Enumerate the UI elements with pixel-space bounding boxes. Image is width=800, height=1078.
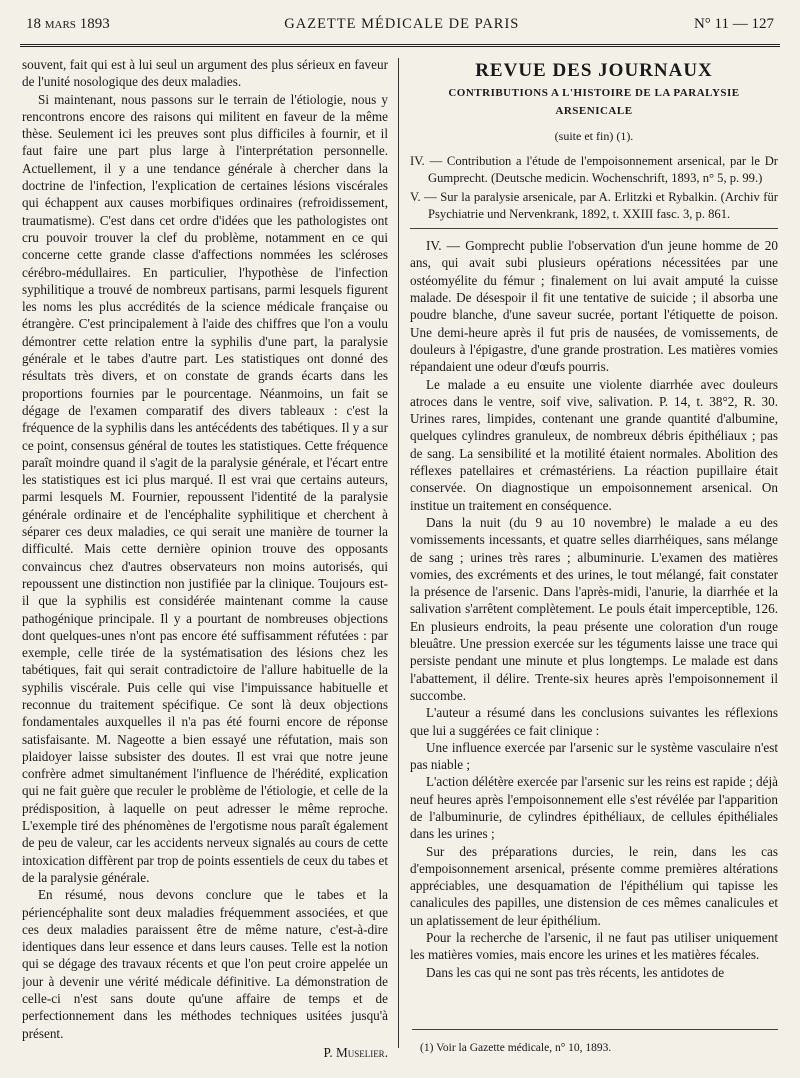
paragraph: Pour la recherche de l'arsenic, il ne faut pas utiliser uniquement les matières vomies, mais encore les urines et les matières fécales. (410, 930, 778, 963)
paragraph: Sur des préparations durcies, le rein, dans les cas d'empoisonnement arsenical, présente comme premières altérations appréciables, une desquamation de l'épithélium qui tapisse les canalicules des papilles, une distension de ces mêmes canalicules et un aplatissement de leur épithélium. (410, 843, 778, 928)
reference-entry: IV. — Contribution a l'étude de l'empoisonnement arsenical, par le Dr Gumprecht. (Deutsche medicin. Wochenschrift, 1893, n° 5, p. 99.) (410, 154, 778, 185)
date-month: MARS (44, 18, 76, 31)
column-divider (398, 58, 399, 1048)
paragraph: L'action délétère exercée par l'arsenic sur les reins est rapide ; déjà neuf heures après l'empoisonnement elle s'est révélée par l'apparition de l'albuminurie, de cylindres épithéliaux, de cellules épithéliales dans les urines ; (410, 774, 778, 842)
paragraph: Dans les cas qui ne sont pas très récents, les antidotes de (426, 964, 725, 980)
journal-title: GAZETTE MÉDICALE DE PARIS (284, 15, 520, 32)
section-note: (suite et fin) (1). (554, 128, 634, 143)
header-rule (20, 44, 780, 47)
running-head (26, 10, 774, 38)
section-title: REVUE DES JOURNAUX (475, 60, 713, 81)
paragraph: Une influence exercée par l'arsenic sur le système vasculaire n'est pas niable ; (410, 739, 778, 773)
date-year: 1893 (79, 15, 110, 32)
author-signature: P. Muselier. (323, 1044, 388, 1060)
paragraph: IV. — Gomprecht publie l'observation d'un jeune homme de 20 ans, qui avait subi plusieurs opérations nécessitées par une ostéomyélite du fémur ; finalement on lui avait amputé la cuisse malade. De désespoir il fit une tentative de suicide ; il absorba une poudre blanche, d'une saveur sucrée, portant l'étiquette de poison. Une demi-heure après il fut pris de nausées, de vomissements, de douleurs à l'épigastre, d'une grande prostration. Les matières vomies répandaient une odeur d'œufs pourris. (410, 238, 778, 375)
footnote-rule (412, 1029, 778, 1030)
left-column (22, 56, 388, 1060)
paragraph: Si maintenant, nous passons sur le terrain de l'étiologie, nous y rencontrons encore des raisons qui militent en faveur de la même thèse. Seulement ici les preuves sont plus difficiles à fournir, et il faut faire une part plus large à l'interprétation personnelle. Actuellement, il y a une tendance générale à chercher dans la doctrine de l'infection, l'explication de certaines lésions viscérales qui échappent aux causes morbifiques ordinaires (refroidissement, traumatisme). C'est dans cet ordre d'idées que les pathologistes ont cru pouvoir trouver la clef du problème, notamment en ce qui concerne cette grande classe d'affections nommées les scléroses cérébro-médullaires. En particulier, l'hypothèse de l'infection syphilitique a trouvé de nombreux partisans, parmi lesquels figurent les noms les plus accrédités de la science médicale française ou étrangère. C'est principalement à l'aide des chiffres que l'on a voulu démontrer cette relation entre la syphilis d'une part, la paralysie générale et le tabes d'autre part. Les statistiques ont donné des résultats très divers, et on constate de grands écarts dans les proportions fournies par le pourcentage. Néanmoins, un fait se dégage de l'examen comparatif des divers tableaux : c'est la fréquence de la syphilis dans les antécédents des tabétiques. Il y a sur ce point, consensus général de toutes les statistiques. Cette fréquence paraît moindre quand il s'agit de la paralysie générale, et l'écart entre les statistiques est ici plus marqué. Il est vrai que certains auteurs, parmi lesquels M. Fournier, repoussent l'identité de la paralysie générale ordinaire et de l'encéphalite syphilitique et cherchent à séparer ces deux maladies, ce qui serait une manière de tourner la difficulté. Mais cette dernière opinion trouve des opposants convaincus chez d'autres observateurs non moins autorisés, qui repoussent une distinction non justifiée par la clinique. Toujours est-il que la syphilis est considérée maintenant comme la cause pathogénique principale. Il y a pourtant de nombreuses objections dont quelques-unes n'ont pas encore été suffisamment réfutées : par exemple, celle tirée de la systématisation des lésions chez les tabétiques, fait qui serait contradictoire de l'allure habituelle de la syphilis viscérale. Puis celle qui vise l'impuissance habituelle et reconnue du traitement spécifique. Ce sont là deux objections fondamentales auxquelles il n'a pas été fourni encore de réponse satisfaisante. M. Nageotte a bien essayé une réfutation, mais son plaidoyer laisse subsister des doutes. Il est vrai que notre jeune confrère admet simultanément l'influence de l'hérédité, explication qui ne fait guère que reculer le problème de l'étiologie, et celle de la prédisposition, à laquelle on peut adresser le même reproche. L'exemple tiré des phénomènes de l'ergotisme nous paraît également de peu de valeur, car les accidents nerveux signalés au cours de cette intoxication diffèrent par trop de points essentiels de ceux du tabes et de la paralysie générale. (22, 91, 388, 885)
paragraph: En résumé, nous devons conclure que le tabes et la périencéphalite sont deux maladies fréquemment associées, et que ces deux maladies paraissent être de même nature, c'est-à-dire identiques dans leur essence et dans leurs causes. Telle est la notion qui se dégage des travaux récents et que l'on peut croire appelée un jour à devenir une vérité médicale définitive. La démonstration de celle-ci n'est sans doute qu'une affaire de temps et de perfectionnement dans les méthodes techniques usitées jusqu'à présent. (22, 887, 388, 1041)
reference-entry: V. — Sur la paralysie arsenicale, par A. Erlitzki et Rybalkin. (Archiv für Psychiatrie und Nervenkrank, 1892, t. XXIII fasc. 3, p. 861. (410, 190, 778, 221)
section-subtitle: CONTRIBUTIONS A L'HISTOIRE DE LA PARALYSIE ARSENICALE (448, 87, 740, 117)
issue-date (26, 16, 110, 33)
issue-page-number: N° 11 — 127 (693, 15, 774, 32)
paragraph: Le malade a eu ensuite une violente diarrhée avec douleurs atroces dans le ventre, soif vive, salivation. P. 14, t. 38°2, R. 30. Urines rares, limpides, contenant une grande quantité d'albumine, quelques cylindres granuleux, de nombreux débris épithéliaux ; pas de sang. La sensibilité et la motilité étaient normales. Abolition des réflexes patellaires et crémastériens. La réaction pupillaire était conservée. On diagnostique un empoisonnement arsenical. On institue un traitement en conséquence. (410, 376, 778, 513)
footnote: (1) Voir la Gazette médicale, n° 10, 1893. (420, 1042, 612, 1054)
paragraph: Dans la nuit (du 9 au 10 novembre) le malade a eu des vomissements incessants, et quatre selles diarrhéiques, sans mélange de sang ; urines très rares ; albuminurie. L'examen des matières vomies, des excréments et des urines, le tout mélangé, fait constater la présence de l'arsenic. Dans l'après-midi, l'anurie, la diarrhée et la salivation s'arrêtent complètement. Le pouls était imperceptible, 126. En plusieurs endroits, la peau présente une coloration d'un rouge bleuâtre. Une pression exercée sur les téguments laisse une trace qui persiste pendant une minute et plus longtemps. Le malade est dans l'abattement, il délire. Trente-six heures après l'empoisonnement il succombe. (410, 514, 778, 703)
date-day: 18 (26, 15, 41, 32)
reference-rule (410, 228, 778, 229)
paragraph: L'auteur a résumé dans les conclusions suivantes les réflexions que lui a suggérées ce fait clinique : (410, 705, 778, 738)
right-column (410, 56, 778, 1060)
paragraph: souvent, fait qui est à lui seul un argument des plus sérieux en faveur de l'unité nosologique des deux maladies. (22, 57, 388, 90)
